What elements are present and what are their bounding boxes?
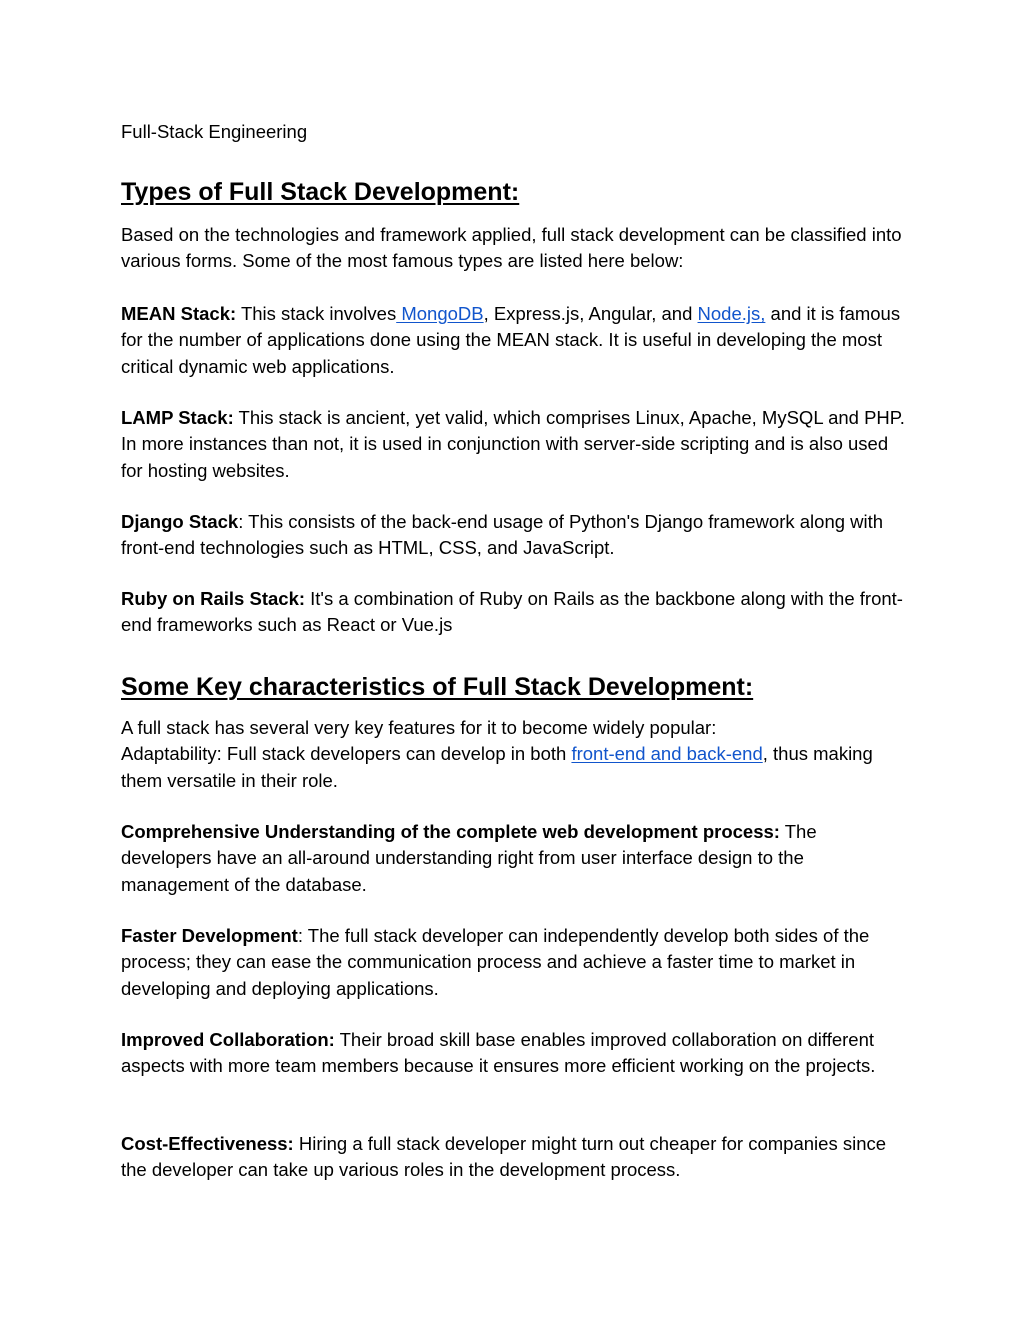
mean-stack-label: MEAN Stack: (121, 303, 237, 324)
comprehensive-paragraph (121, 819, 911, 898)
cost-effectiveness-label: Cost-Effectiveness: (121, 1133, 294, 1154)
comprehensive-label: Comprehensive Understanding of the complete web development process: (121, 821, 780, 842)
adaptability-text-a: Adaptability: Full stack developers can develop in both (121, 743, 572, 765)
front-back-end-link[interactable]: front-end and back-end (571, 743, 763, 765)
characteristics-intro-text: A full stack has several very key features for it to become widely popular: (121, 717, 717, 738)
collaboration-label: Improved Collaboration: (121, 1029, 335, 1050)
characteristics-intro (121, 715, 911, 794)
types-heading: Types of Full Stack Development: (121, 178, 520, 206)
comprehensive-text: The developers have an all-around understanding right from user interface design to the management of the database. (121, 821, 817, 895)
lamp-stack-paragraph (121, 405, 911, 484)
nodejs-link[interactable]: Node.js, (697, 303, 766, 324)
adaptability-text-b: , thus making them versatile in their role. (121, 743, 873, 791)
rails-stack-text: It's a combination of Ruby on Rails as the backbone along with the front-end frameworks such as React or Vue.js (121, 588, 903, 636)
rails-stack-label: Ruby on Rails Stack: (121, 588, 306, 609)
collaboration-text: Their broad skill base enables improved collaboration on different aspects with more team members because it ensures more efficient working on the projects. (121, 1029, 876, 1077)
lamp-stack-label: LAMP Stack: (121, 407, 234, 428)
cost-effectiveness-text: Hiring a full stack developer might turn out cheaper for companies since the developer can take up various roles in the development process. (121, 1133, 887, 1181)
characteristics-heading: Some Key characteristics of Full Stack Development: (121, 673, 754, 701)
django-stack-text: : This consists of the back-end usage of Python's Django framework along with front-end technologies such as HTML, CSS, and JavaScript. (121, 511, 884, 559)
types-intro: Based on the technologies and framework applied, full stack development can be classified into various forms. Some of the most famous types are listed here below: (121, 224, 902, 272)
mongodb-link[interactable]: MongoDB (396, 303, 484, 324)
faster-development-label: Faster Development (121, 925, 298, 946)
rails-stack-paragraph (121, 586, 911, 639)
cost-effectiveness-paragraph (121, 1131, 911, 1184)
mean-stack-paragraph (121, 301, 911, 380)
mean-stack-text-b: , Express.js, Angular, and (483, 303, 698, 324)
lamp-stack-text: This stack is ancient, yet valid, which comprises Linux, Apache, MySQL and PHP. In more instances than not, it is used in conjunction with server-side scripting and is also used for hosting websites. (121, 407, 905, 481)
collaboration-paragraph (121, 1027, 911, 1080)
mean-stack-text-c: and it is famous for the number of applications done using the MEAN stack. It is useful in developing the most critical dynamic web applications. (121, 303, 901, 377)
django-stack-paragraph (121, 509, 911, 562)
document-title: Full-Stack Engineering (121, 121, 308, 142)
mean-stack-text-a: This stack involves (236, 303, 397, 324)
django-stack-label: Django Stack (121, 511, 239, 532)
faster-development-paragraph (121, 923, 911, 1002)
faster-development-text: : The full stack developer can independently develop both sides of the process; they can ease the communication process and achieve a faster time to market in developing and deploying applications. (121, 925, 870, 999)
